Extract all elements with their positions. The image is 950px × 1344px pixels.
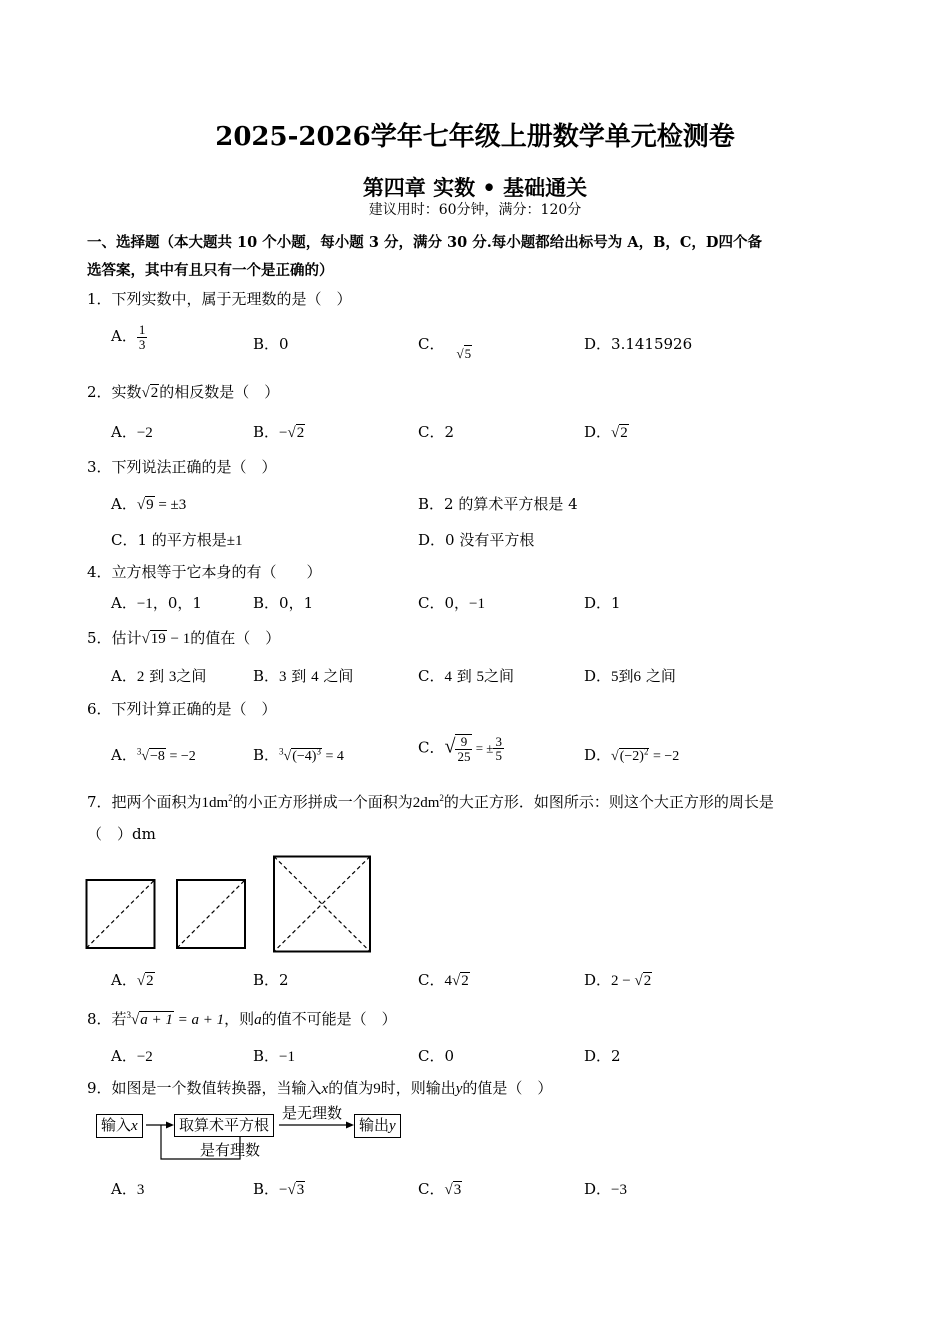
q4-option-c[interactable]: C．0，−1 (418, 594, 485, 612)
q4-option-a[interactable]: A．−1，0，1 (111, 594, 202, 612)
q6-option-b[interactable]: B．$^3√(-4)^3 = 4$ (253, 746, 344, 764)
q2-option-d[interactable]: D．√2 (584, 423, 628, 441)
q7-stem-line1: 7．把两个面积为$1dm^2$的小正方形拼成一个面积为$2dm^2$的大正方形．如图所示：则这个大正方形的周长是 (87, 793, 774, 811)
q8-option-a[interactable]: A．−2 (111, 1047, 153, 1065)
q1-c-label: C． (418, 335, 445, 353)
q2-option-b[interactable]: B．−√2 (253, 423, 305, 441)
q1-a-num: 1 (138, 322, 146, 337)
chapter-subtitle: 第四章 实数 • 基础通关 (362, 175, 588, 200)
q8-option-d[interactable]: D．2 (584, 1047, 621, 1065)
q7-option-d[interactable]: D．2 − √2 (584, 971, 652, 989)
q6-option-a[interactable]: A．$^3$√−8 = −2 (111, 746, 196, 764)
q3-stem: 3．下列说法正确的是（ ） (87, 458, 277, 476)
q9-option-c[interactable]: C．√3 (418, 1180, 462, 1198)
q7-squares-figure (85, 855, 375, 955)
q9-option-b[interactable]: B．−√3 (253, 1180, 305, 1198)
q4-option-b[interactable]: B．0，1 (253, 594, 314, 612)
q8-option-b[interactable]: B．−1 (253, 1047, 295, 1065)
q3-option-b[interactable]: B．2 的算术平方根是 4 (418, 495, 578, 513)
flow-output-box: 输出y (354, 1114, 401, 1138)
q8-option-c[interactable]: C．0 (418, 1047, 455, 1065)
q1-a-label: A． (111, 327, 137, 346)
flow-process-box: 取算术平方根 (174, 1114, 274, 1137)
q7-option-c[interactable]: C．4√2 (418, 971, 469, 989)
q5-option-c[interactable]: C．4 到 5之间 (418, 667, 515, 685)
q6-option-c[interactable]: C．√ $\frac{9}{25}$ = ± $\frac{3}{5}$ (418, 733, 502, 764)
q3-option-a[interactable]: A．√9 = ±3 (111, 495, 187, 513)
q2-option-a[interactable]: A．−2 (111, 423, 153, 441)
q1-option-d[interactable]: D．3.1415926 (584, 335, 693, 353)
small-square-2-diagonal (177, 880, 245, 948)
page-title: 2025-2026学年七年级上册数学单元检测卷 (215, 122, 735, 152)
flow-irrational-label: 是无理数 (282, 1104, 343, 1122)
q1-stem: 1．下列实数中，属于无理数的是（ ） (87, 290, 352, 308)
q1-option-a[interactable] (111, 323, 147, 351)
q7-option-b[interactable]: B．2 (253, 971, 289, 989)
time-note: 建议用时：60分钟，满分：120分 (368, 202, 582, 218)
q1-c-math: √5 (456, 346, 472, 361)
q6-option-d[interactable]: D．$√(-2)^2 = -2$ (584, 746, 680, 764)
q5-option-d[interactable]: D．5到6 之间 (584, 667, 676, 685)
section-heading-line1: 一、选择题（本大题共 10 个小题，每小题 3 分，满分 30 分.每小题都给出标号为 A，B，C，D四个备 (87, 234, 762, 251)
q6-stem: 6．下列计算正确的是（ ） (87, 700, 277, 718)
q5-option-a[interactable]: A．2 到 3之间 (111, 667, 207, 685)
flow-input-box: 输入x (96, 1114, 143, 1138)
small-square-1-diagonal (87, 880, 155, 948)
q2-stem: 2．实数√2的相反数是（ ） (87, 383, 280, 401)
q4-stem: 4．立方根等于它本身的有（ ） (87, 563, 322, 581)
q9-option-a[interactable]: A．3 (111, 1180, 145, 1198)
q5-option-b[interactable]: B．3 到 4 之间 (253, 667, 354, 685)
flow-rational-label: 是有理数 (200, 1141, 261, 1159)
section-heading-line2: 选答案，其中有且只有一个是正确的） (87, 262, 334, 279)
q5-stem: 5．估计√19 − 1的值在（ ） (87, 629, 281, 647)
sqrt2-math: √2 (141, 385, 159, 401)
q1-a-den: 3 (138, 336, 146, 352)
q1-option-c[interactable] (418, 333, 472, 361)
q4-option-d[interactable]: D．1 (584, 594, 621, 612)
q1-option-b[interactable]: B．0 (253, 335, 289, 353)
q9-flowchart (90, 1104, 420, 1166)
q2-option-c[interactable]: C．2 (418, 423, 455, 441)
q9-option-d[interactable]: D．−3 (584, 1180, 627, 1198)
q3-option-c[interactable]: C．1 的平方根是±1 (111, 531, 243, 549)
q8-stem: 8．若$^3$√a + 1 = a + 1，则a的值不可能是（ ） (87, 1010, 397, 1028)
q1-a-fraction (137, 323, 148, 351)
q7-stem-line2: （ ）dm (87, 825, 156, 843)
q3-option-d[interactable]: D．0 没有平方根 (418, 531, 535, 549)
q7-option-a[interactable]: A．√2 (111, 971, 154, 989)
q9-stem: 9．如图是一个数值转换器，当输入x的值为9时，则输出y的值是（ ） (87, 1079, 553, 1097)
